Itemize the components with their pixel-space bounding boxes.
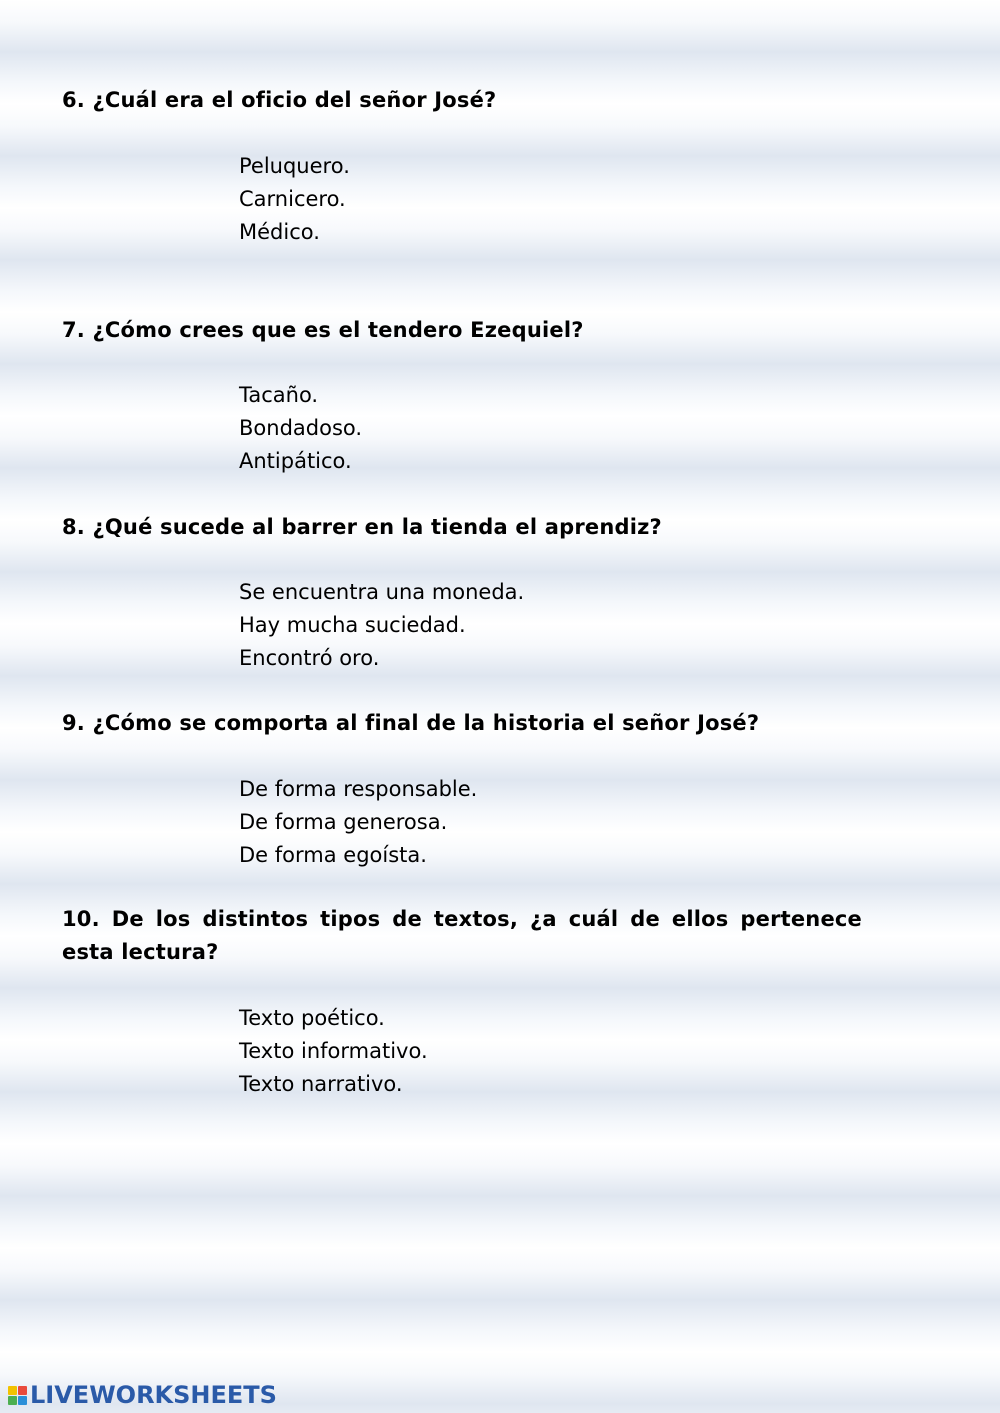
option-9-3[interactable]: De forma egoísta. bbox=[239, 843, 427, 867]
question-8: 8. ¿Qué sucede al barrer en la tienda el aprendiz? bbox=[62, 515, 662, 539]
option-10-2[interactable]: Texto informativo. bbox=[239, 1039, 428, 1063]
option-8-3[interactable]: Encontró oro. bbox=[239, 646, 380, 670]
option-7-1[interactable]: Tacaño. bbox=[239, 383, 319, 407]
option-9-1[interactable]: De forma responsable. bbox=[239, 777, 478, 801]
option-9-2[interactable]: De forma generosa. bbox=[239, 810, 448, 834]
logo-brand-text: LIVEWORKSHEETS bbox=[30, 1381, 277, 1409]
question-9: 9. ¿Cómo se comporta al final de la historia el señor José? bbox=[62, 711, 760, 735]
option-8-2[interactable]: Hay mucha suciedad. bbox=[239, 613, 466, 637]
option-10-3[interactable]: Texto narrativo. bbox=[239, 1072, 403, 1096]
option-7-3[interactable]: Antipático. bbox=[239, 449, 352, 473]
options-9 bbox=[239, 773, 477, 872]
question-7: 7. ¿Cómo crees que es el tendero Ezequiel? bbox=[62, 318, 584, 342]
option-10-1[interactable]: Texto poético. bbox=[239, 1006, 385, 1030]
option-8-1[interactable]: Se encuentra una moneda. bbox=[239, 580, 525, 604]
options-10 bbox=[239, 1002, 428, 1101]
logo-square-4 bbox=[18, 1396, 27, 1405]
logo-squares-icon bbox=[8, 1386, 27, 1405]
options-8 bbox=[239, 576, 524, 675]
question-10: 10. De los distintos tipos de textos, ¿a cuál de ellos pertenece esta lectura? bbox=[62, 907, 862, 964]
option-6-1[interactable]: Peluquero. bbox=[239, 154, 350, 178]
logo-square-2 bbox=[18, 1386, 27, 1395]
logo-square-1 bbox=[8, 1386, 17, 1395]
logo-square-3 bbox=[8, 1396, 17, 1405]
options-7 bbox=[239, 379, 362, 478]
option-6-3[interactable]: Médico. bbox=[239, 220, 320, 244]
option-7-2[interactable]: Bondadoso. bbox=[239, 416, 363, 440]
question-6: 6. ¿Cuál era el oficio del señor José? bbox=[62, 88, 497, 112]
options-6 bbox=[239, 150, 350, 249]
liveworksheets-logo bbox=[8, 1380, 277, 1410]
option-6-2[interactable]: Carnicero. bbox=[239, 187, 346, 211]
